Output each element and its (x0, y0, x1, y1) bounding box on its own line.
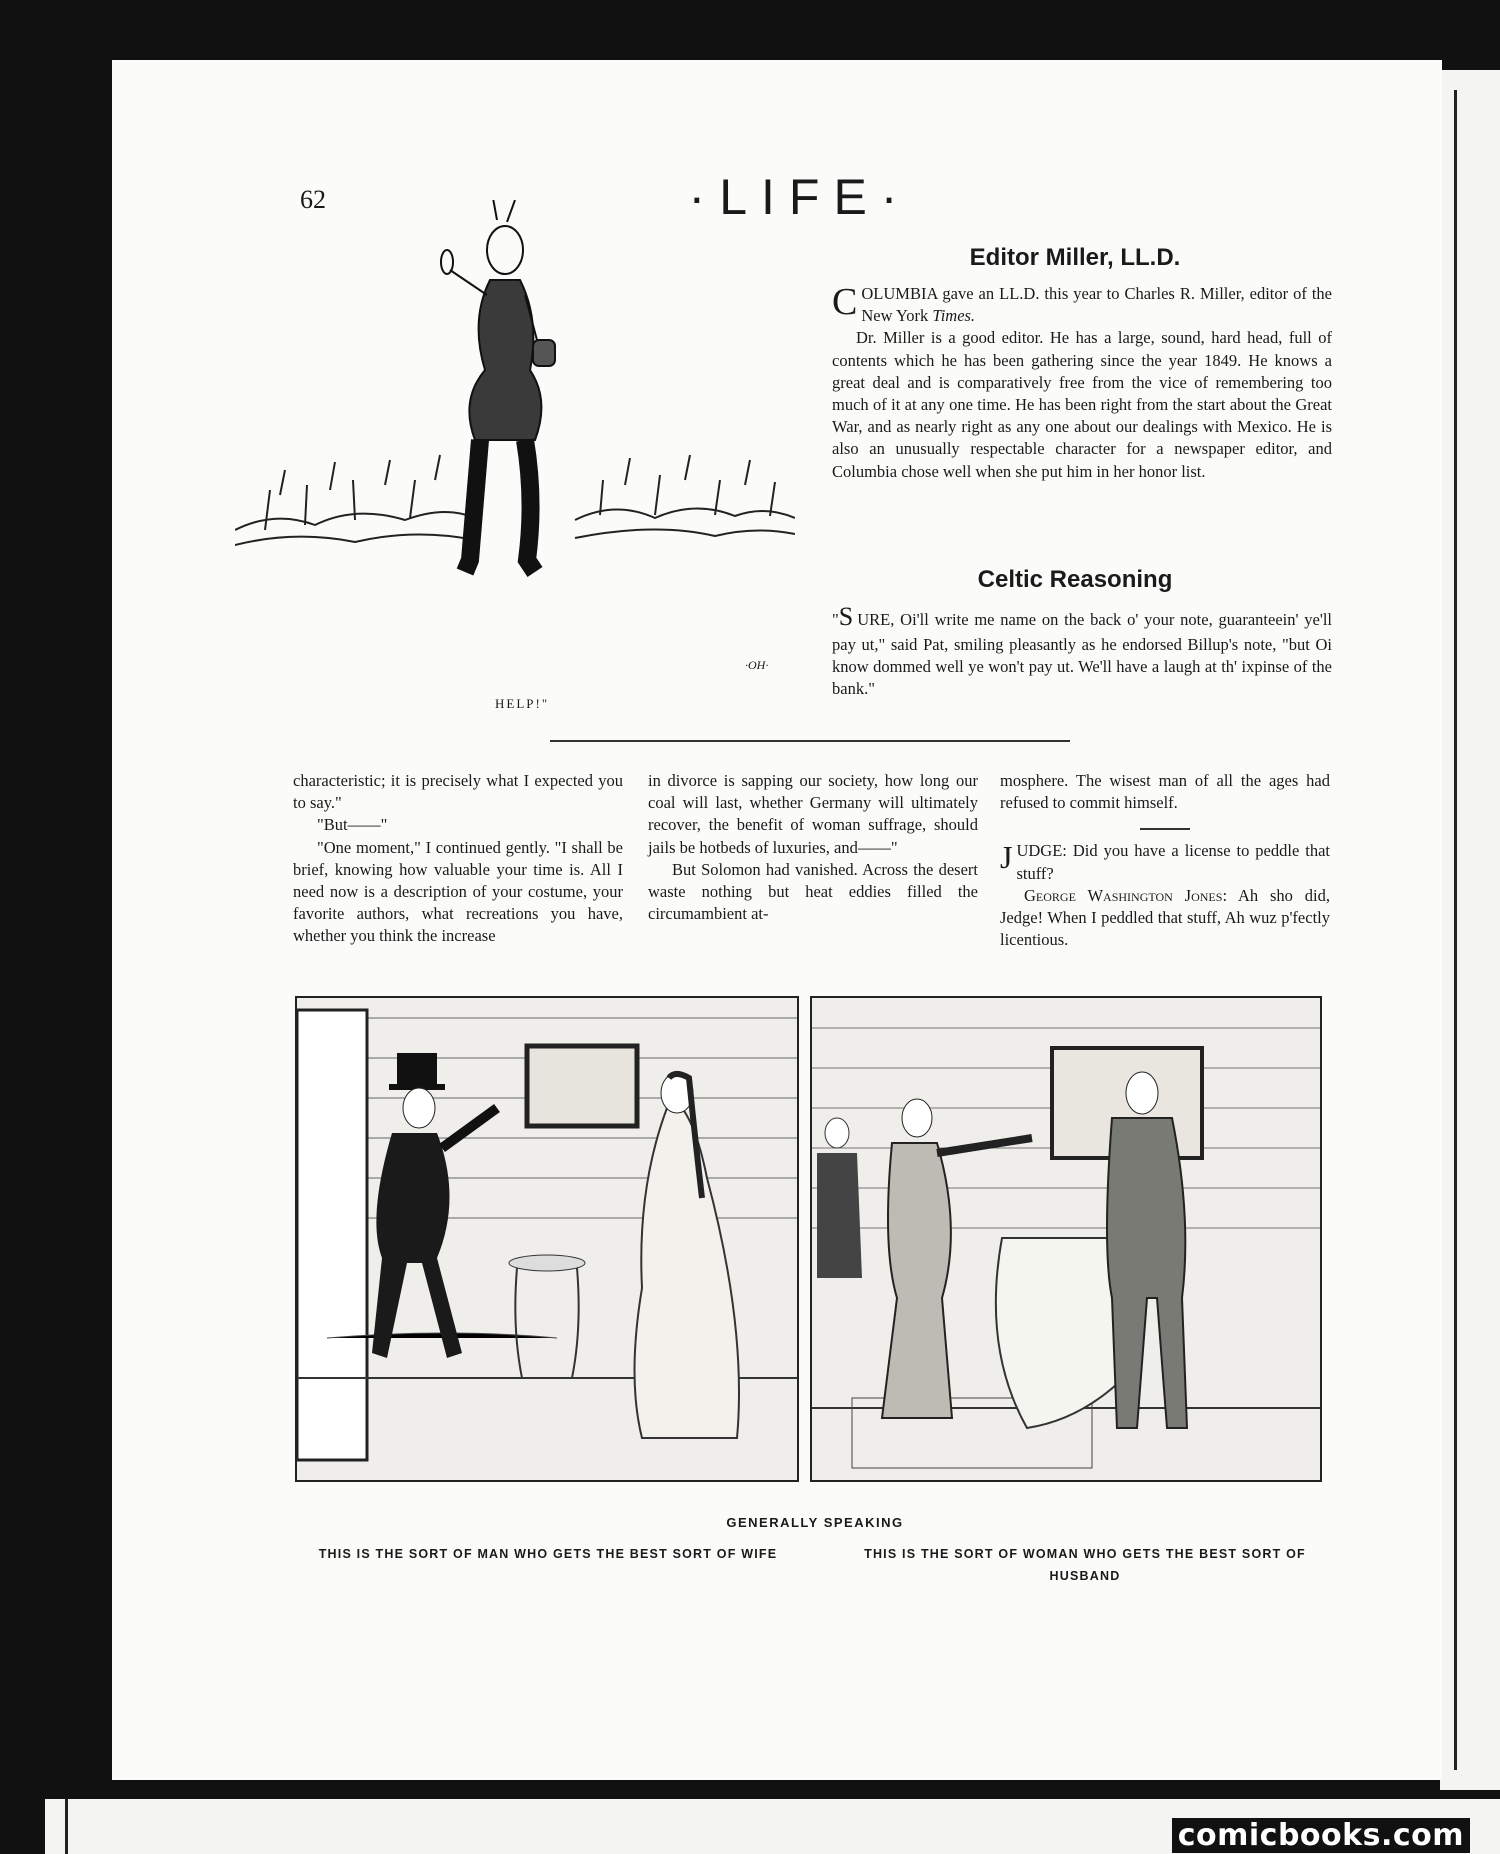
illustration-caption-left: THIS IS THE SORT OF MAN WHO GETS THE BEST SORT OF WIFE (318, 1547, 778, 1561)
page-number: 62 (300, 185, 326, 214)
page-edge (65, 1799, 68, 1854)
illustration-panel-left (295, 996, 799, 1482)
drop-cap: S (838, 602, 854, 631)
text-column-2: in divorce is sapping our society, how long our coal will last, whether Germany will ultimately recover, the benefit of woman suffrage, should jails be hotbeds of luxuries, and——" But Solomon had vanished. Across the desert waste nothing but heat eddies filled the circumambient at- (648, 771, 978, 924)
cartoon-illustration (235, 200, 795, 700)
drop-cap: C (832, 281, 858, 323)
illustration-man-drawing (297, 998, 797, 1480)
column-divider (1140, 828, 1190, 830)
article-paragraph: "S URE, Oi'll write me name on the back o' your note, guaranteein' ye'll pay ut," said Pat, smiling pleasantly as he endorsed Billup's note, "but Oi know dommed well ye won't pay ut. We'll have a laugh at th' ixpinse of the bank." (832, 602, 1332, 699)
cartoon-caption: HELP!" (495, 696, 550, 711)
article-paragraph: COLUMBIA gave an LL.D. this year to Charles R. Miller, editor of the New York Times. (832, 281, 1332, 326)
illustration-heading: GENERALLY SPEAKING (726, 1515, 904, 1530)
scan-adjacent-page (1440, 70, 1500, 1790)
watermark: comicbooks.com (1172, 1818, 1470, 1853)
illustration-caption-right: THIS IS THE SORT OF WOMAN WHO GETS THE BEST SORT OF HUSBAND (864, 1547, 1306, 1583)
text-column-1: characteristic; it is precisely what I expected you to say." "But——" "One moment," I continued gently. "I shall be brief, knowing how valuable your time is. All I need now is a description of your costume, your favorite authors, what recreations you have, whether you think the increase (293, 771, 623, 946)
article-title-celtic-reasoning: Celtic Reasoning (977, 566, 1173, 593)
illustration-woman-drawing (812, 998, 1320, 1480)
section-divider (550, 740, 1070, 742)
article-paragraph: Dr. Miller is a good editor. He has a large, sound, hard head, full of contents which he has been gathering since the year 1849. He knows a great deal and is comparatively free from the vice of remembering too much of it at any one time. He has been right from the start about the Great War, and as nearly right as any one about our dealings with Mexico. He is also an unusually respectable character for a newspaper editor, and Columbia chose well when she put him in her honor list. (832, 328, 1332, 481)
article-editor-miller (832, 283, 1332, 483)
article-title-editor-miller: Editor Miller, LL.D. (969, 244, 1181, 271)
artist-signature: ·OH· (745, 658, 769, 672)
article-celtic-reasoning (832, 600, 1332, 701)
page-edge (1454, 90, 1457, 1770)
text-column-3: mosphere. The wisest man of all the ages had refused to commit himself. JUDGE: Did you have a license to peddle that stuff? George Washington Jones: Ah sho did, Jedge! When I peddled that stuff, Ah wuz p'fectly licentious. (1000, 771, 1330, 950)
masthead-title: ·LIFE· (688, 169, 912, 225)
illustration-panel-right (810, 996, 1322, 1482)
